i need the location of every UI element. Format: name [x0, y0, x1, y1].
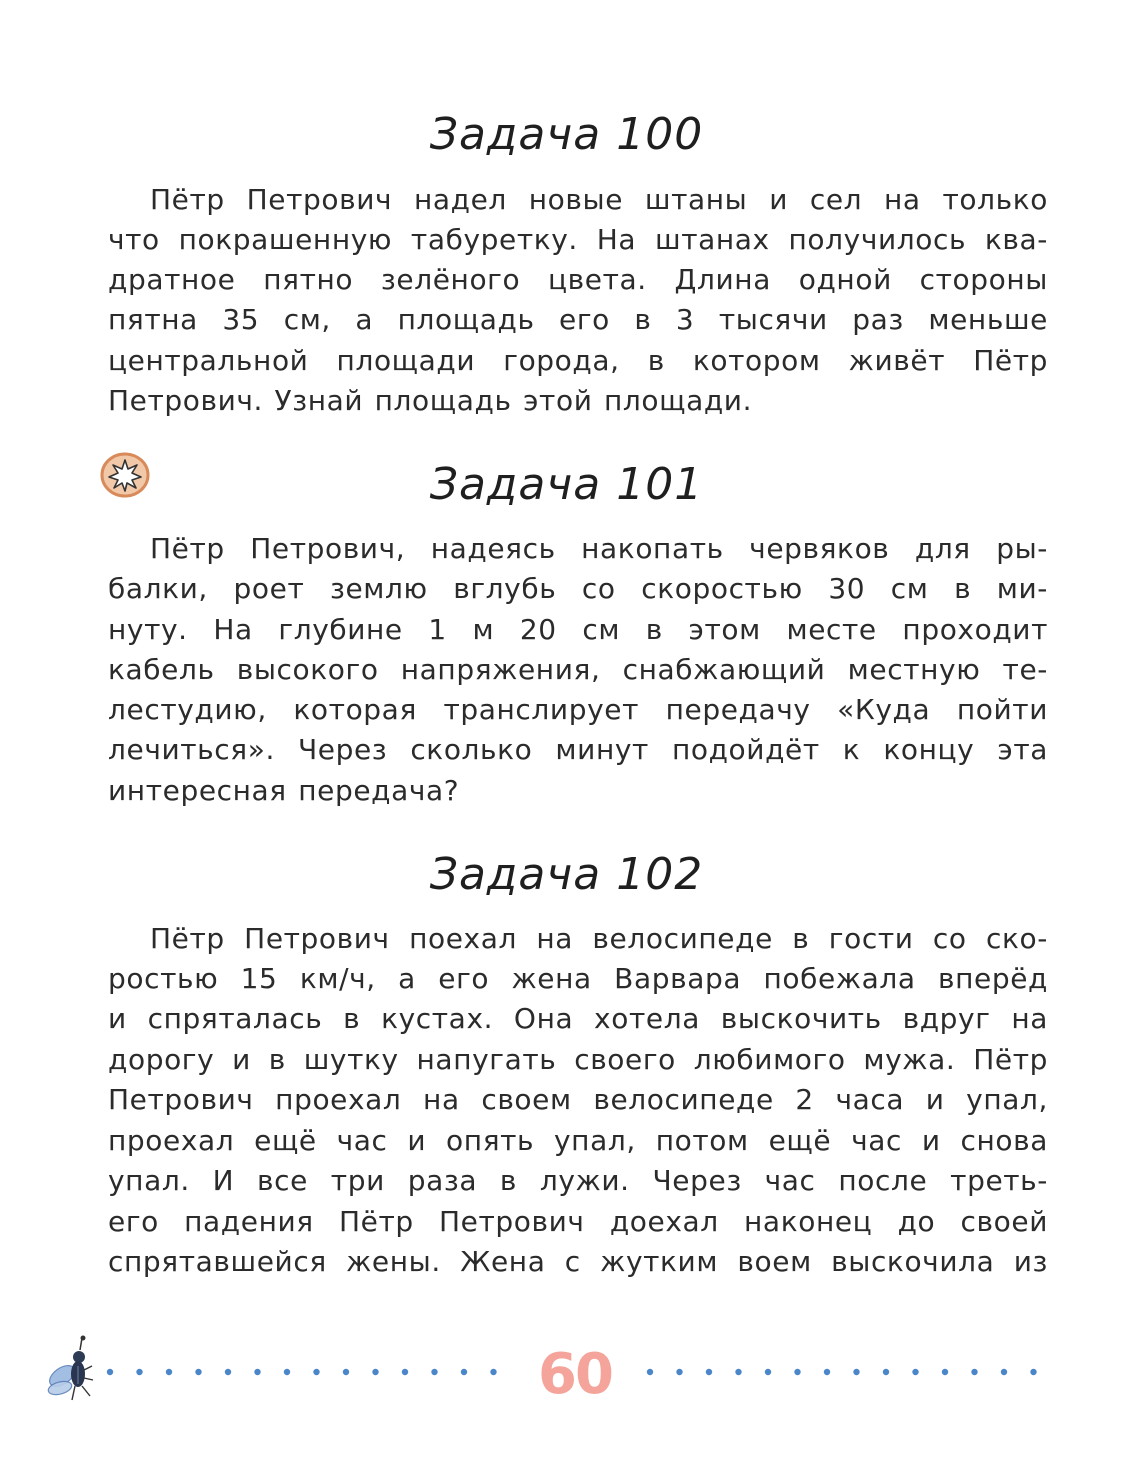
footer-dots-right [644, 1366, 1054, 1378]
footer-dot [431, 1369, 437, 1375]
problem-102-line: проехал ещё час и опять упал, потом ещё час и снова [108, 1124, 1048, 1157]
problem-100-line: что покрашенную табуретку. На штанах получилось ква- [108, 223, 1048, 256]
footer-dot [313, 1369, 319, 1375]
problem-101-line: нуту. На глубине 1 м 20 см в этом месте проходит [108, 613, 1048, 646]
fly-icon [46, 1334, 98, 1406]
footer-dot [1001, 1369, 1007, 1375]
problem-101-line: кабель высокого напряжения, снабжающий местную те- [108, 653, 1048, 686]
problem-101-line: лечиться». Через сколько минут подойдёт к концу эта [108, 733, 1048, 766]
footer-dot [402, 1369, 408, 1375]
problem-102-line: дорогу и в шутку напугать своего любимого мужа. Пётр [108, 1043, 1048, 1076]
footer-dot [195, 1369, 201, 1375]
footer-dot [461, 1369, 467, 1375]
footer-dot [225, 1369, 231, 1375]
problem-102-line: его падения Пётр Петрович доехал наконец до своей [108, 1205, 1048, 1238]
footer-dot [343, 1369, 349, 1375]
page-number: 60 [538, 1342, 612, 1407]
problem-title-100: Задача 100 [429, 109, 704, 160]
problem-title-102: Задача 102 [429, 849, 704, 900]
footer-dot [706, 1369, 712, 1375]
problem-100-line: центральной площади города, в котором живёт Пётр [108, 344, 1048, 377]
problem-102-line: Петрович проехал на своем велосипеде 2 часа и упал, [108, 1083, 1048, 1116]
problem-102-line: ростью 15 км/ч, а его жена Варвара побежала вперёд [108, 962, 1048, 995]
footer-dot [284, 1369, 290, 1375]
problem-101-line: лестудию, которая транслирует передачу «Куда пойти [108, 693, 1048, 726]
problem-100-line: Петрович. Узнай площадь этой площади. [108, 384, 753, 417]
footer-dot [971, 1369, 977, 1375]
problem-101-line: балки, роет землю вглубь со скоростью 30 см в ми- [108, 572, 1048, 605]
footer-dot [136, 1369, 142, 1375]
problem-101-line: интересная передача? [108, 774, 460, 807]
problem-102-line: спрятавшейся жены. Жена с жутким воем выскочила из [108, 1245, 1048, 1278]
footer-dot [254, 1369, 260, 1375]
footer-dot [735, 1369, 741, 1375]
problem-102-line: Пётр Петрович поехал на велосипеде в гости со ско- [150, 922, 1048, 955]
problem-102-line: упал. И все три раза в лужи. Через час после треть- [108, 1164, 1048, 1197]
footer-dot [647, 1369, 653, 1375]
footer-dot [372, 1369, 378, 1375]
footer-dots-left [104, 1366, 518, 1378]
problem-100-line: пятна 35 см, а площадь его в 3 тысячи раз меньше [108, 303, 1048, 336]
footer-dot [166, 1369, 172, 1375]
problem-102-line: и спряталась в кустах. Она хотела выскочить вдруг на [108, 1002, 1048, 1035]
footer-dot [794, 1369, 800, 1375]
footer-dot [912, 1369, 918, 1375]
footer-dot [942, 1369, 948, 1375]
footer-dot [490, 1369, 496, 1375]
footer-dot [824, 1369, 830, 1375]
footer-dot [765, 1369, 771, 1375]
footer-dot [883, 1369, 889, 1375]
footer-dot [107, 1369, 113, 1375]
footer-dot [1030, 1369, 1036, 1375]
problem-100-line: Пётр Петрович надел новые штаны и сел на только [150, 183, 1048, 216]
footer-dot [853, 1369, 859, 1375]
problem-100-line: дратное пятно зелёного цвета. Длина одной стороны [108, 263, 1048, 296]
problem-title-101: Задача 101 [429, 459, 704, 510]
problem-101-line: Пётр Петрович, надеясь накопать червяков для ры- [150, 532, 1048, 565]
footer-dot [676, 1369, 682, 1375]
